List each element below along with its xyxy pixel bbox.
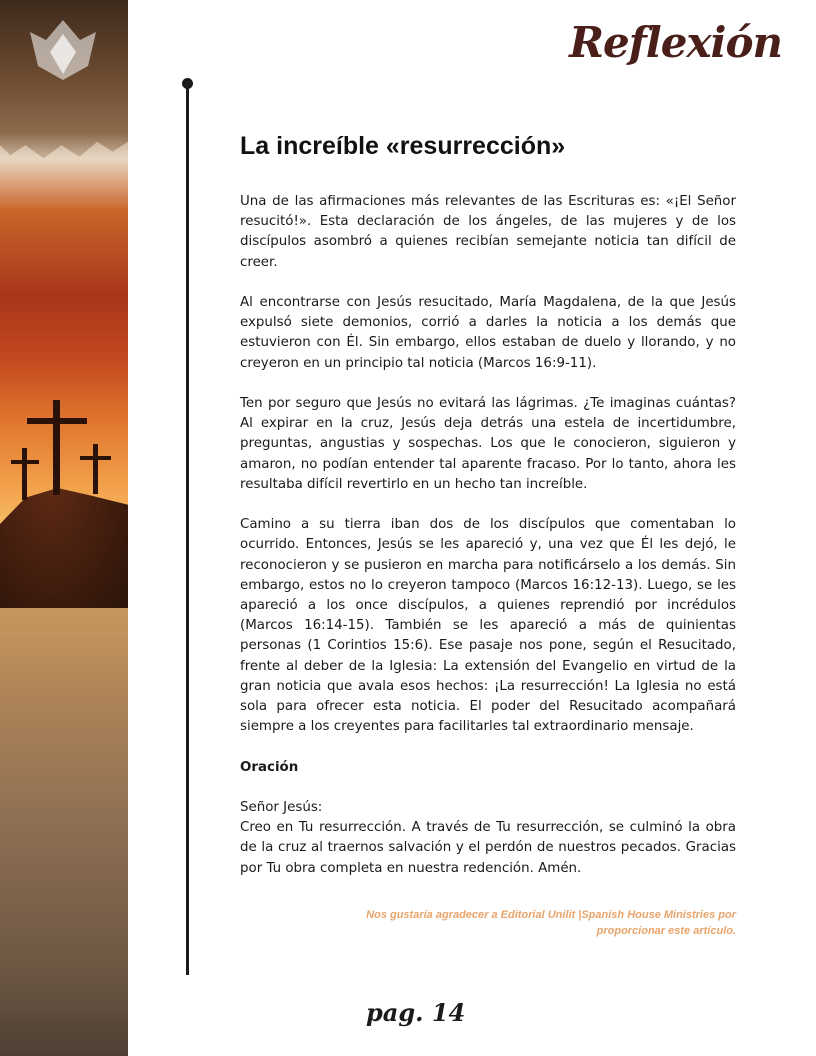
rocky-ground (0, 600, 128, 1056)
sidebar-photo-crosses (0, 0, 128, 1056)
timeline-dot (182, 78, 193, 89)
paragraph-3: Ten por seguro que Jesús no evitará las lágrimas. ¿Te imaginas cuántas? Al expirar en la cruz, Jesús deja detrás una estela de incertidumbre, preguntas, angustias y sospechas. Los que le conocieron, siguieron y amaron, no podían entender tal aparente fracaso. Por lo tanto, ahora les resultaba difícil revertirlo en un hecho tan increíble. (240, 396, 736, 492)
center-cross (53, 400, 60, 495)
page-number: pag. 14 (366, 998, 466, 1027)
credit-note: Nos gustaría agradecer a Editorial Unilit |Spanish House Ministries por proporcionar este artículo. (366, 909, 736, 937)
right-cross (93, 444, 98, 494)
calvary-hill (0, 488, 128, 608)
article-body (240, 192, 736, 899)
paragraph-1: Una de las afirmaciones más relevantes de las Escrituras es: «¡El Señor resucitó!». Esta declaración de los ángeles, de las mujeres y de los discípulos asombró a quienes recibían semejante noticia tan difícil de creer. (240, 194, 736, 270)
prayer-text: Creo en Tu resurrección. A través de Tu resurrección, se culminó la obra de la cruz al traernos salvación y el perdón de nuestros pecados. Gracias por Tu obra completa en nuestra redención. Amén. (240, 820, 736, 876)
left-cross-beam (11, 460, 39, 464)
section-label: Reflexión (569, 18, 782, 67)
center-cross-beam (27, 418, 87, 424)
paragraph-4: Camino a su tierra iban dos de los discípulos que comentaban lo ocurrido. Entonces, Jesús se les apareció y, una vez que Él les dejó, le reconocieron y se pusieron en marcha para notificárselo a los demás. Sin embargo, estos no lo creyeron tampoco (Marcos 16:12-13). Luego, se les apareció a los once discípulos, a quienes reprendió por incrédulos (Marcos 16:14-15). También se les apareció a más de quinientas personas (1 Corintios 15:6). Ese pasaje nos pone, según el Resucitado, frente al deber de la Iglesia: La extensión del Evangelio en virtud de la gran noticia que avala esos hechos: ¡La resurrección! La Iglesia no está sola para ofrecer esta noticia. El poder del Resucitado acompañará siempre a los creyentes para facilitarles tal extraordinario mensaje. (240, 517, 736, 735)
prayer-heading: Oración (240, 759, 299, 775)
paragraph-2: Al encontrarse con Jesús resucitado, María Magdalena, de la que Jesús expulsó siete demonios, corrió a darles la noticia a los demás que estuvieron con Él. Sin embargo, ellos estaban de duelo y llorando, y no creyeron en un principio tal noticia (Marcos 16:9-11). (240, 295, 736, 371)
article-title: La increíble «resurrección» (240, 132, 566, 160)
logo-icon (30, 18, 96, 82)
right-cross-beam (80, 456, 111, 460)
timeline-line (186, 85, 189, 975)
prayer-salutation: Señor Jesús: (240, 800, 323, 816)
left-cross (22, 448, 27, 500)
